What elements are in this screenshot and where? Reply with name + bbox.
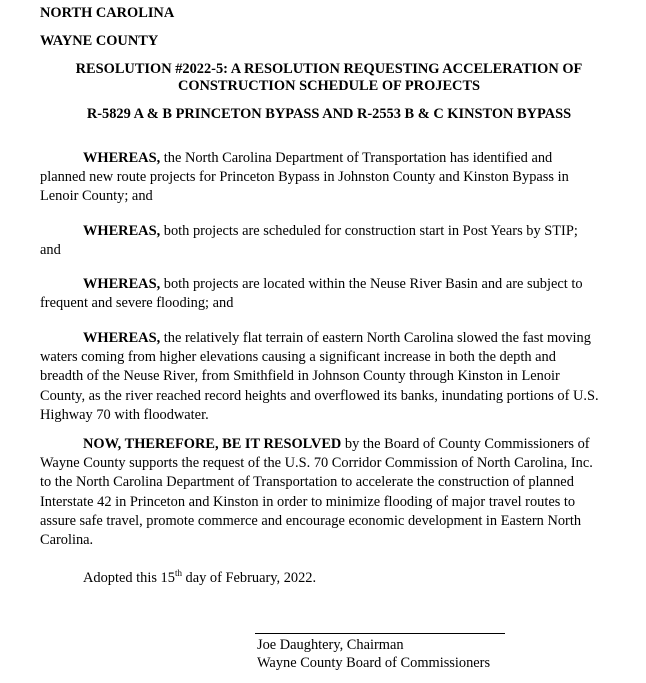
signatory-organization: Wayne County Board of Commissioners xyxy=(257,655,491,671)
whereas-paragraph-4 xyxy=(40,329,600,425)
resolved-paragraph xyxy=(40,435,600,550)
county-heading: WAYNE COUNTY xyxy=(40,33,159,49)
adopted-ordinal-suffix: th xyxy=(174,568,182,579)
signature-line xyxy=(255,633,505,634)
paragraph-lead: NOW, THEREFORE, BE IT RESOLVED xyxy=(83,436,342,452)
adopted-prefix: Adopted this 15 xyxy=(83,570,175,586)
whereas-paragraph-3 xyxy=(40,275,600,313)
adopted-rest: day of February, 2022. xyxy=(181,570,317,586)
paragraph-lead: WHEREAS, xyxy=(83,276,161,292)
paragraph-lead: WHEREAS, xyxy=(83,330,161,346)
projects-heading: R-5829 A & B PRINCETON BYPASS AND R-2553 B & C KINSTON BYPASS xyxy=(86,106,572,122)
adopted-date-line xyxy=(40,569,600,588)
paragraph-lead: WHEREAS, xyxy=(83,223,161,239)
paragraph-text: the relatively flat terrain of eastern North Carolina slowed the fast moving waters coming from higher elevations causing a significant increase in both the depth and breadth of the Neuse River, from Smithfield in Johnson County through Kinston in Lenoir County, as the river reached record heights and overflowed its banks, inundating portions of U.S. Highway 70 with floodwater. xyxy=(40,330,599,423)
signatory-name: Joe Daughtery, Chairman xyxy=(257,637,404,653)
paragraph-text: both projects are located within the Neuse River Basin and are subject to frequent and severe flooding; and xyxy=(40,276,583,312)
paragraph-text: the North Carolina Department of Transportation has identified and planned new route projects for Princeton Bypass in Johnston County and Kinston Bypass in Lenoir County; and xyxy=(40,150,569,205)
paragraph-text: both projects are scheduled for construction start in Post Years by STIP; and xyxy=(40,223,578,259)
resolution-title-line-2: CONSTRUCTION SCHEDULE OF PROJECTS xyxy=(177,78,481,94)
paragraph-lead: WHEREAS, xyxy=(83,150,161,166)
whereas-paragraph-2 xyxy=(40,222,600,260)
state-heading: NORTH CAROLINA xyxy=(40,5,175,21)
paragraph-text: by the Board of County Commissioners of Wayne County supports the request of the U.S. 70 Corridor Commission of North Carolina, Inc. to the North Carolina Department of Transportation to accelerate the construction of planned Interstate 42 in Princeton and Kinston in order to minimize flooding of major travel routes to assure safe travel, promote commerce and encourage economic development in Eastern North Carolina. xyxy=(40,436,593,549)
whereas-paragraph-1 xyxy=(40,149,600,207)
resolution-title-line-1: RESOLUTION #2022-5: A RESOLUTION REQUESTING ACCELERATION OF xyxy=(75,61,583,77)
